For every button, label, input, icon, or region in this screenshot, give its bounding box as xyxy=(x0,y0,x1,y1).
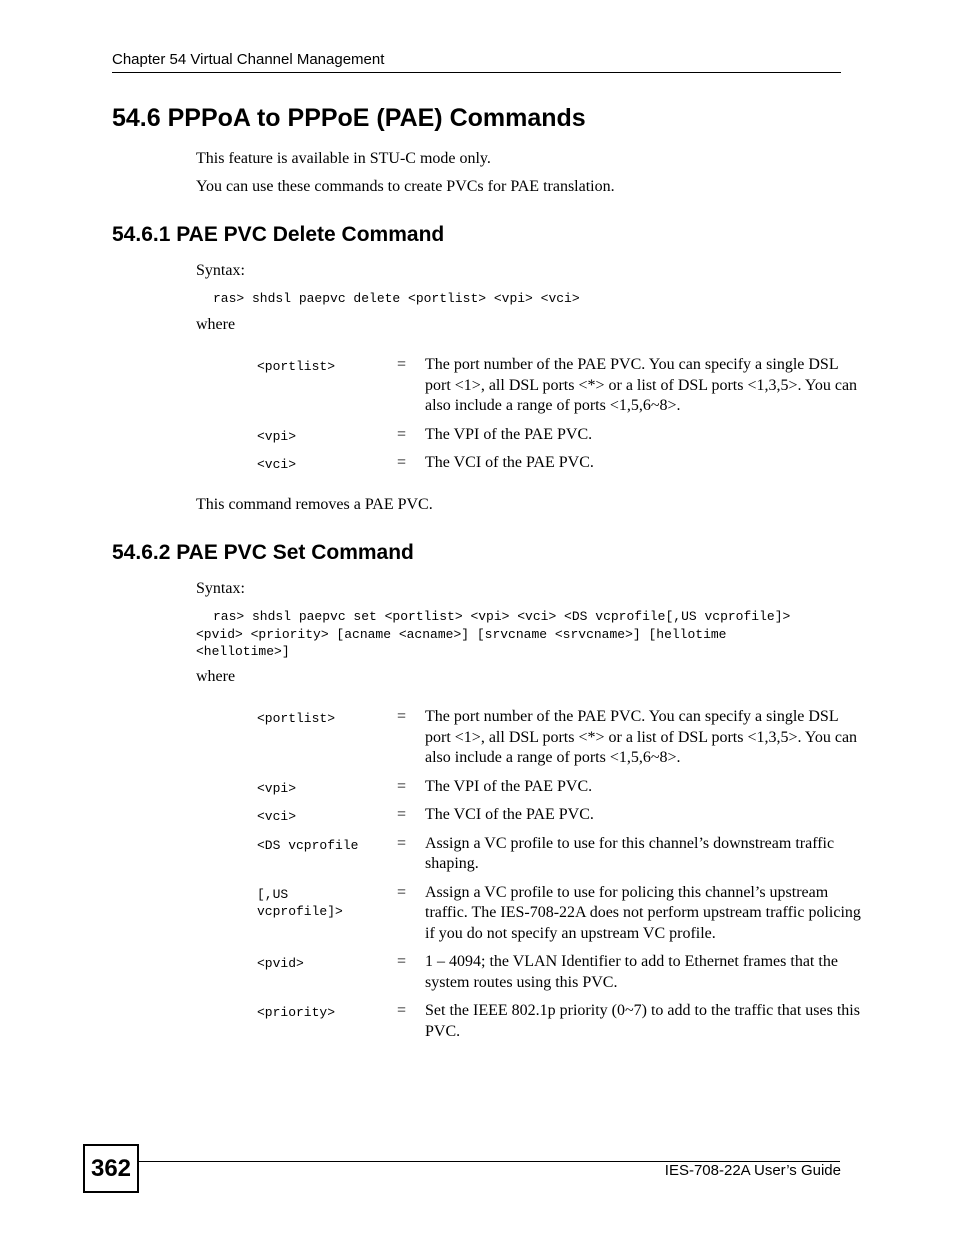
param-description: The VCI of the PAE PVC. xyxy=(425,454,594,471)
param-row xyxy=(257,777,867,798)
param-row xyxy=(257,805,867,826)
param-term: <portlist> xyxy=(257,711,336,726)
delete-where-label: where xyxy=(196,316,236,333)
param-term: <vpi> xyxy=(257,780,297,796)
set-syntax-label: Syntax: xyxy=(196,580,245,597)
param-term: <vci> xyxy=(257,809,297,824)
equals-sign: = xyxy=(397,1002,407,1019)
equals-sign: = xyxy=(397,777,407,795)
equals-sign: = xyxy=(397,425,407,443)
param-row xyxy=(257,883,867,945)
param-term: <portlist> xyxy=(257,359,336,374)
equals-sign: = xyxy=(397,454,407,471)
param-row xyxy=(257,834,867,875)
guide-title: IES-708-22A User’s Guide xyxy=(664,1162,841,1179)
delete-syntax-code: ras> shdsl paepvc delete <portlist> <vpi> <vci> xyxy=(213,291,580,306)
param-description: The port number of the PAE PVC. You can specify a single DSL port <1>, all DSL ports <*> or a list of DSL ports <1,3,5>. You can also include a range of ports <1,5,6~8>. xyxy=(425,708,858,766)
param-description: Set the IEEE 802.1p priority (0~7) to add to the traffic that uses this PVC. xyxy=(425,1002,860,1040)
set-params-table xyxy=(257,707,867,1042)
param-description: 1 – 4094; the VLAN Identifier to add to Ethernet frames that the system routes using this PVC. xyxy=(425,953,838,991)
param-row xyxy=(257,453,867,474)
param-row xyxy=(257,952,867,993)
param-description: Assign a VC profile to use for this channel’s downstream traffic shaping. xyxy=(425,834,835,872)
equals-sign: = xyxy=(397,953,407,970)
param-term: [,US vcprofile]> xyxy=(257,886,343,919)
param-row xyxy=(257,1001,867,1042)
param-row xyxy=(257,355,867,417)
param-row xyxy=(257,707,867,769)
intro-paragraph-2: You can use these commands to create PVCs for PAE translation. xyxy=(196,178,615,195)
param-description: The VPI of the PAE PVC. xyxy=(425,425,593,443)
equals-sign: = xyxy=(397,883,407,901)
delete-params-table xyxy=(257,355,867,474)
param-row xyxy=(257,425,867,446)
delete-summary: This command removes a PAE PVC. xyxy=(196,496,433,513)
param-term: <priority> xyxy=(257,1005,336,1020)
set-syntax-code-line-2: <pvid> <priority> [acname <acname>] [srvcname <srvcname>] [hellotime xyxy=(196,627,727,642)
param-term: <vpi> xyxy=(257,428,297,444)
chapter-header: Chapter 54 Virtual Channel Management xyxy=(112,51,385,68)
intro-paragraph-1: This feature is available in STU-C mode only. xyxy=(196,150,491,167)
set-syntax-code-line-1: ras> shdsl paepvc set <portlist> <vpi> <vci> <DS vcprofile[,US vcprofile]> xyxy=(213,609,791,624)
set-syntax-code-line-3: <hellotime>] xyxy=(196,644,290,659)
param-term: <DS vcprofile xyxy=(257,837,359,853)
delete-syntax-label: Syntax: xyxy=(196,262,245,279)
set-command-title: 54.6.2 PAE PVC Set Command xyxy=(112,541,414,564)
section-title: 54.6 PPPoA to PPPoE (PAE) Commands xyxy=(112,104,586,132)
page-number: 362 xyxy=(83,1144,139,1193)
param-term: <pvid> xyxy=(257,956,304,971)
param-description: The VPI of the PAE PVC. xyxy=(425,777,593,795)
equals-sign: = xyxy=(397,834,407,852)
param-term: <vci> xyxy=(257,457,297,472)
set-where-label: where xyxy=(196,668,236,685)
equals-sign: = xyxy=(397,356,407,373)
header-rule xyxy=(112,72,841,73)
param-description: The port number of the PAE PVC. You can specify a single DSL port <1>, all DSL ports <*> or a list of DSL ports <1,3,5>. You can also include a range of ports <1,5,6~8>. xyxy=(425,356,858,414)
delete-command-title: 54.6.1 PAE PVC Delete Command xyxy=(112,223,445,246)
equals-sign: = xyxy=(397,708,407,725)
param-description: The VCI of the PAE PVC. xyxy=(425,806,594,823)
param-description: Assign a VC profile to use for policing this channel’s upstream traffic. The IES-708-22A does not perform upstream traffic policing if you do not specify an upstream VC profile. xyxy=(425,883,861,942)
equals-sign: = xyxy=(397,806,407,823)
